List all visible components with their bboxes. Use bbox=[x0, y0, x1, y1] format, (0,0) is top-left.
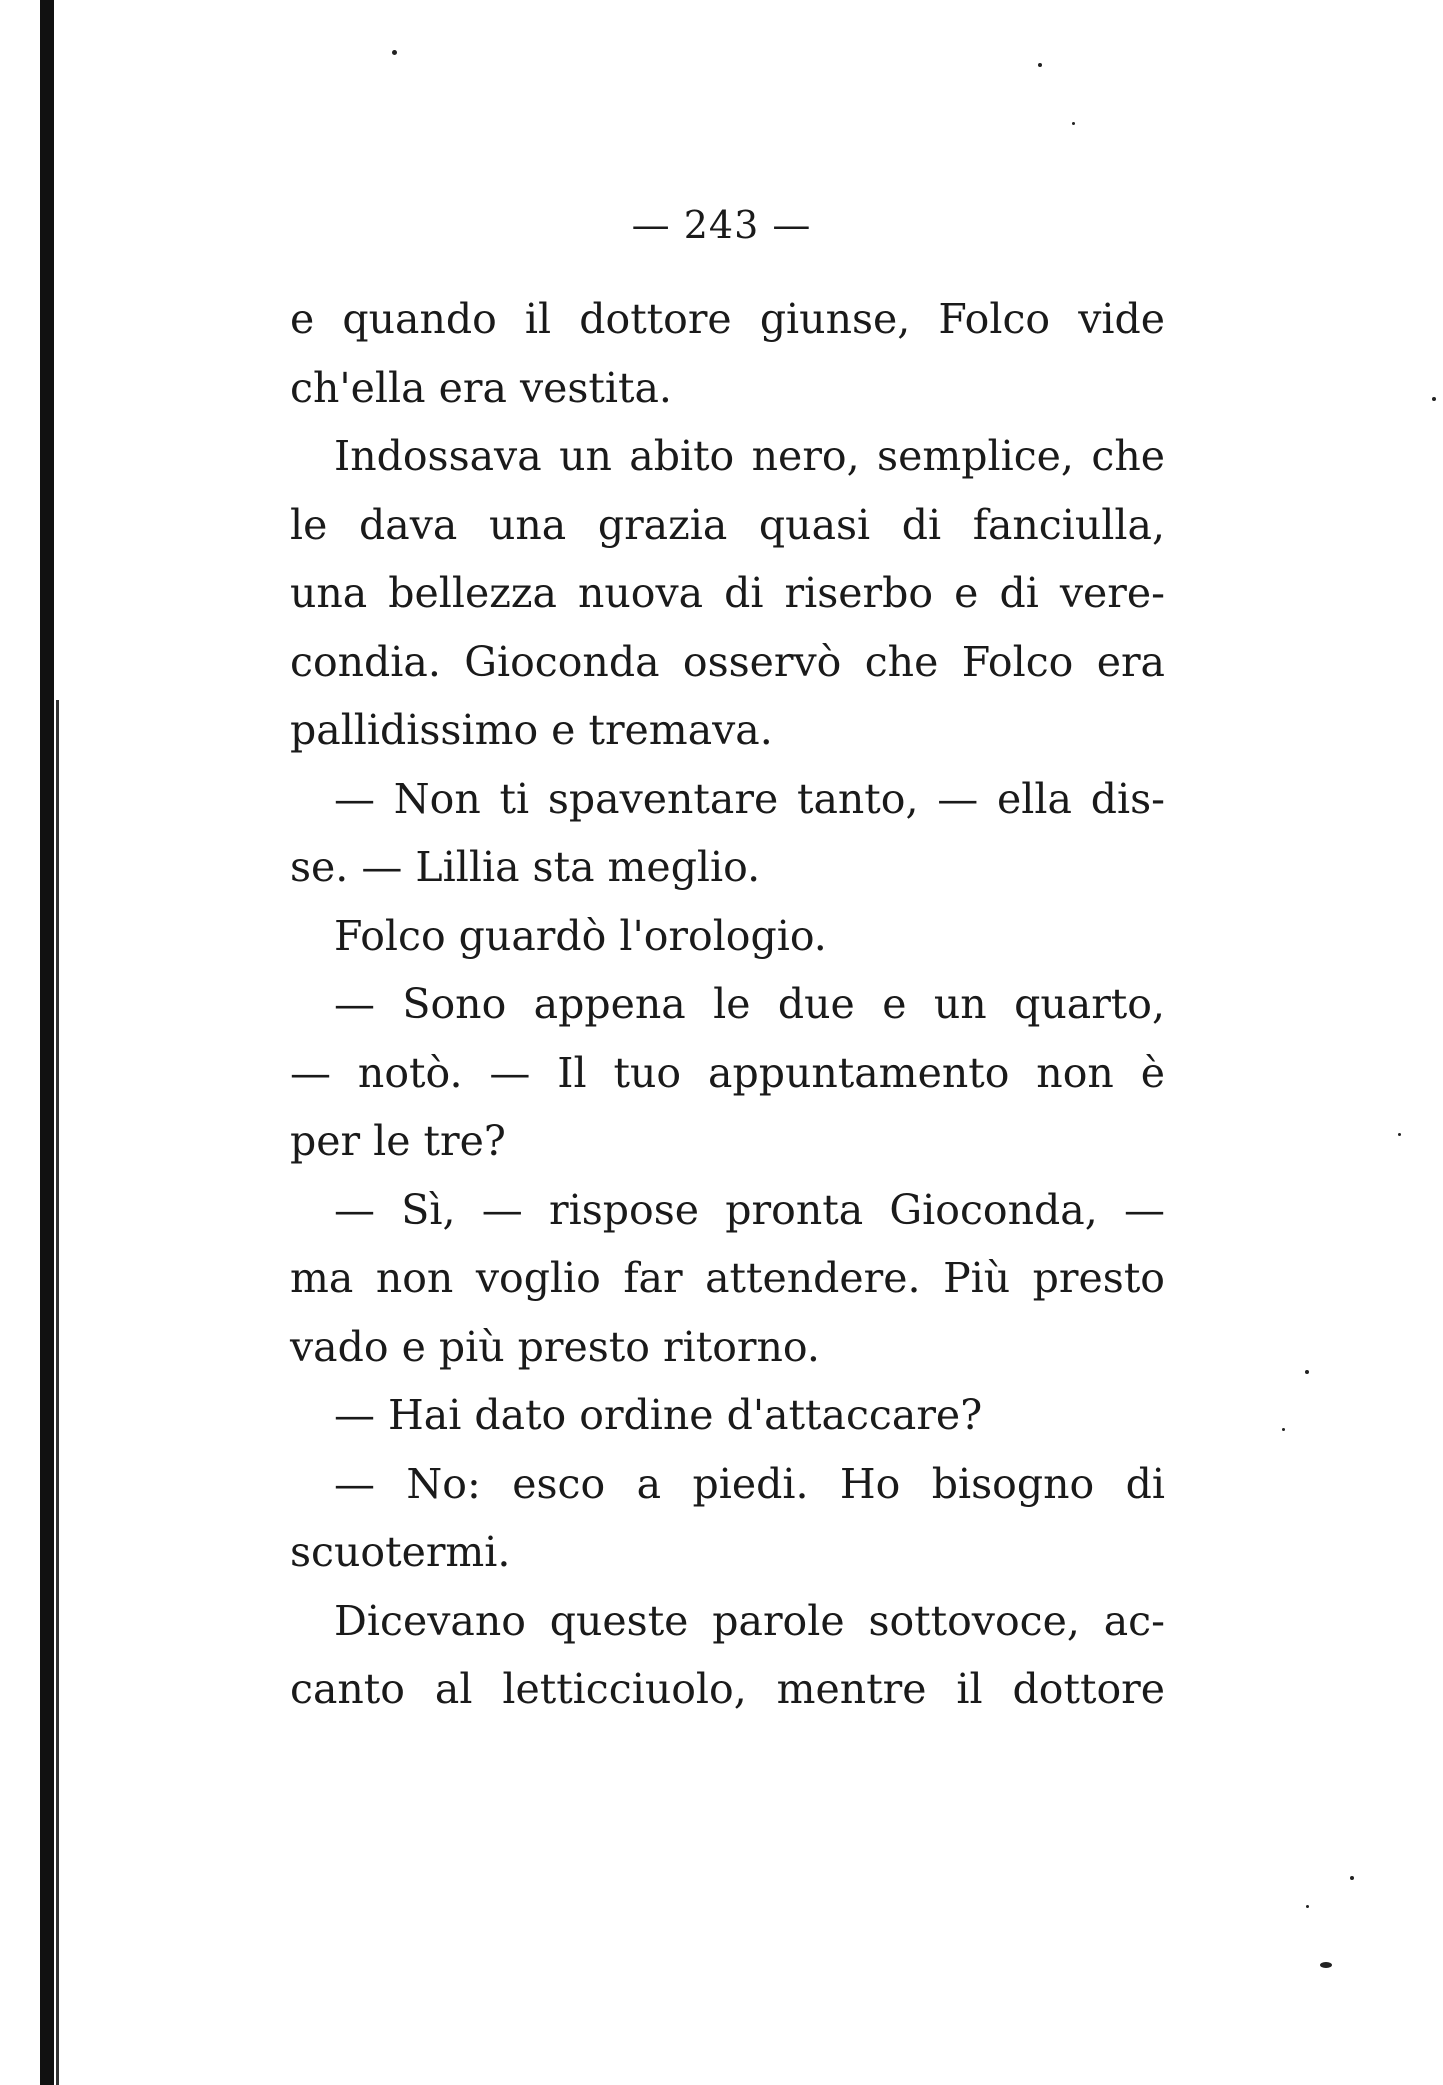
text-line: ch'ella era vestita. bbox=[290, 363, 672, 412]
text-line: — Non ti spaventare tanto, — ella dis- bbox=[334, 774, 1165, 823]
text-line: Dicevano queste parole sottovoce, ac- bbox=[334, 1596, 1165, 1645]
scan-speck bbox=[1072, 122, 1075, 125]
binding-edge bbox=[40, 0, 54, 2085]
text-line: se. — Lillia sta meglio. bbox=[290, 843, 761, 891]
scan-speck bbox=[1398, 1133, 1401, 1136]
scan-speck bbox=[1306, 1905, 1309, 1908]
text-line: scuotermi. bbox=[290, 1528, 511, 1576]
text-line: ma non voglio far attendere. Più presto bbox=[290, 1254, 1165, 1302]
text-line: — Sì, — rispose pronta Gioconda, — bbox=[334, 1185, 1165, 1234]
text-line: una bellezza nuova di riserbo e di vere- bbox=[290, 569, 1165, 617]
scan-speck bbox=[1305, 1370, 1309, 1374]
text-line: Folco guardò l'orologio. bbox=[334, 911, 827, 960]
scan-speck bbox=[1350, 1876, 1354, 1880]
text-line: vado e più presto ritorno. bbox=[290, 1322, 820, 1371]
text-line: canto al letticciuolo, mentre il dottore bbox=[290, 1665, 1165, 1713]
text-line: condia. Gioconda osservò che Folco era bbox=[290, 637, 1165, 686]
text-line: — Sono appena le due e un quarto, bbox=[334, 980, 1165, 1028]
text-line: Indossava un abito nero, semplice, che bbox=[334, 432, 1165, 480]
binding-edge-shadow bbox=[56, 700, 59, 2085]
page-number: — 243 — bbox=[631, 203, 812, 247]
text-line: — notò. — Il tuo appuntamento non è bbox=[290, 1048, 1165, 1097]
text-line: — Hai dato ordine d'attaccare? bbox=[334, 1391, 983, 1439]
scan-speck bbox=[1282, 1428, 1285, 1431]
scan-speck bbox=[392, 50, 397, 55]
scan-speck bbox=[1038, 63, 1042, 67]
text-line: pallidissimo e tremava. bbox=[290, 706, 773, 754]
scan-speck bbox=[1320, 1962, 1332, 1968]
text-line: le dava una grazia quasi di fanciulla, bbox=[290, 500, 1165, 549]
body-text bbox=[290, 285, 1165, 1724]
text-line: e quando il dottore giunse, Folco vide bbox=[290, 295, 1165, 343]
text-line: per le tre? bbox=[290, 1117, 506, 1165]
text-line: — No: esco a piedi. Ho bisogno di bbox=[334, 1459, 1165, 1508]
scan-speck bbox=[1432, 397, 1436, 401]
